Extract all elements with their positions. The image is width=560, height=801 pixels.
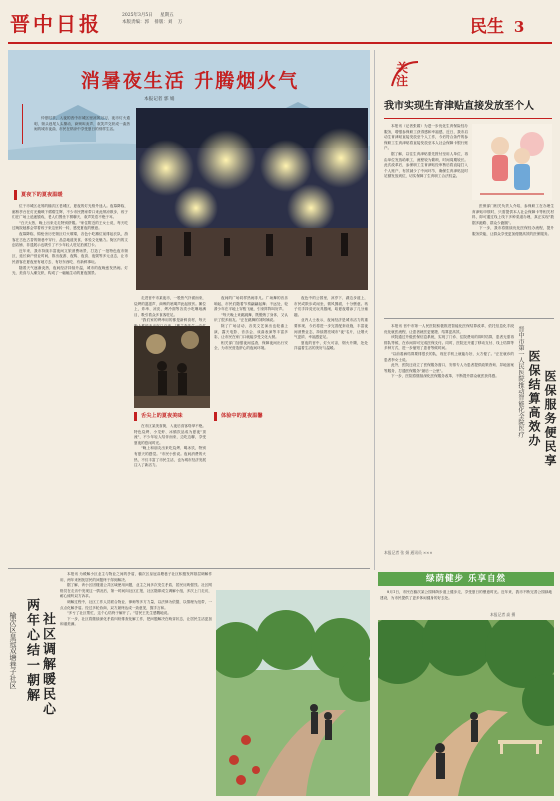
editor-text: 本版责编：郭 — [122, 20, 149, 25]
issue-date — [122, 12, 182, 26]
green-walk-credit: 本报记者 高 摄 — [490, 612, 516, 617]
right-headline: 我市实现生育津贴直接发放至个人 — [384, 101, 534, 112]
newspaper-logo: 晋中日报 — [10, 12, 102, 36]
hospital-byline: 本报记者 张 娟 通讯员 ××× — [384, 550, 433, 555]
hospital-title-1: 医保结算高效办 — [527, 350, 541, 448]
hospital-kicker: 晋中市第一人民医院推动智能化全院医疗 — [517, 326, 524, 438]
masthead-rule — [8, 42, 552, 44]
green-banner-title: 绿荫健步 乐享自然 — [426, 574, 506, 584]
designer-text: 排版：刘 — [154, 20, 173, 25]
bottom-left-article: 本报讯 为缓解小区业主与物业之间的矛盾，榆次区皇冠双塘巷子社区积极发挥基层调解作用，两年来困扰居民的问题终于得到解决。 据了解，该小区因楼道公共区域使用问题，业主之间多次发生矛盾，居民反映强烈。社区网格员在走访中发现这一情况后，第一时间向社区汇报，社区随即成立调解小组，多次上门走访，耐心倾听双方诉求。 调解过程中，社区工作人员联合物业、律师等多方力量，以法律为依据，以情理为纽带，一点点化解矛盾。经过多轮协商，双方最终达成一致意见，握手言和。 "多亏了社区帮忙，这个心结终于解开了。"居民王先生感慨地说。 下一步，社区将继续深化矛盾纠纷排查化解工作，把问题解决在萌芽状态，让居民生活更加和谐美满。 — [60, 572, 212, 627]
feature-intro-text: 仲夏时节，入夜的晋中市城区里凉风习习，夜市灯火通明，街头巷尾人头攒动，商贩叫卖声、欢笑声交织成一曲热闹的城市夜曲，市民在纳凉中享受夏日的别样生活。 — [34, 116, 130, 132]
proof-text: 万 — [177, 20, 183, 25]
section-title — [470, 12, 524, 37]
right-article-col-1: 本报讯（记者张娟）为进一步优化生育保险经办服务，增强参保职工获得感和幸福感，近日，我市启动生育津贴直接发放至个人工作，今后符合条件的参保职工生育津贴将直接发放至本人社会保障卡银行账户。 据了解，以往生育津贴需先拨付至用人单位，再由单位发放给职工，流程较为繁琐，时间周期较长。此次改革后，参保职工生育津贴经审核后将直接打入个人账户，有效减少了中间环节，确保生育津贴及时足额发放到位，切实保障了生育职工合法权益。 — [384, 124, 468, 179]
hospital-title-2: 医保服务便民享 — [543, 370, 557, 468]
right-headline-rule — [384, 118, 552, 119]
bottom-left-title-2: 社区调解暖民心 — [40, 612, 55, 717]
feature-byline: 本报记者 郭 娟 — [144, 97, 175, 102]
page-number: 3 — [513, 18, 525, 36]
subheading-3 — [214, 412, 295, 421]
focus-tag — [388, 56, 424, 92]
hospital-article: 本报讯 晋中市第一人民医院积极推进智能化医保结算改革，依托信息化手段优化就医流程，让患者就医更便捷、结算更高效。 该院通过升级医保信息系统，实现了门诊、住院费用的即时结算，患者无需再排队等候，在诊间即可完成医保支付。同时，医院还开通了移动支付、线上结算等多种方式，进一步缩短了患者等候时间。 "以前看病结算要排很长的队，现在手机上就能办好，太方便了。"正在就诊的患者李女士说。 此外，医院还设立了医保服务窗口，安排专人为患者提供政策咨询、异地备案等服务，打通医保服务"最后一公里"。 下一步，医院将继续深化医保服务改革，不断提升群众就医获得感。 — [384, 324, 514, 379]
feature-column-2: 走进晋中市某夜市，一股热气扑面而来，烧烤的滋滋声、商贩的吆喝声此起彼伏。摊位上，炸串、凉皮、烤冷面等各类小吃琳琅满目，吸引着众多食客驻足。 "我们家的烤串用的都是新鲜食材，每天 — [134, 296, 206, 323]
bottom-left-title-1: 两年心结一朝解 — [24, 598, 39, 703]
right-column-divider — [374, 50, 375, 570]
subheading-1 — [14, 190, 125, 200]
right-article-col-2: 医保部门相关负责人介绍，参保职工在办理生育津贴申领时，只需提供本人社会保障卡等相关材料，即可通过线上线下多种渠道办理，真正实现"数据多跑路、群众少跑腿"。 下一步，我市将继续优化医保经办流程，提升服务效能，让群众享受更加便捷高效的医保服务。 — [472, 204, 554, 236]
feature-column-4: 夜间的广场同样热闹非凡。广场舞的音乐响起，市民们随着节奏翩翩起舞；不远处，轮滑少年在平地上穿梭飞驰，引来阵阵叫好声。 "每天晚上来跳跳舞，既锻炼了身体，又认识了很多朋友。"正在跳舞的刘阿姨说。 除了广场活动，各类文艺演出也轮番上演，露天电影、音乐会、戏曲表演等丰富多彩，让市民在家门口就能享受文化大餐。 相关部门加强夜间巡查，保障夜间出行安全，为市民营造舒心的夜间环境。 — [214, 296, 288, 351]
feature-column-3: 在市区某美食街，入夜后食客络绎不绝。特色烧烤、小龙虾、冰镇饮品成为夏夜"顶流"，不少年轻人结伴而来，边吃边聊，享受夏夜的悠闲时光。 "晚上和朋友出来吃烧烤、喝冰饮，特别有夏天的感觉。"市民小张说。夜间消费的火热，不仅丰富了市民生活，也为城市经济发展注入了新活力。 — [134, 424, 206, 468]
park-walk-photo — [216, 590, 370, 796]
section-divider — [8, 568, 370, 569]
bottom-left-kicker: 榆次区皇冠双塘巷子社区 — [9, 612, 17, 689]
feature-banner-title: 消暑夜生活 升腾烟火气 — [80, 70, 300, 92]
section-name: 民生 — [470, 17, 504, 37]
focus-tag-text: 关注 — [396, 61, 409, 88]
masthead — [0, 0, 560, 46]
green-banner — [378, 572, 554, 586]
green-walk-photo — [378, 620, 554, 796]
night-market-photo — [136, 108, 368, 290]
feature-column-1: 位于市城区北郊的榆次区老城区，夏夜的灯光格外迷人。夜幕降临，廊桥亭台在灯光掩映下熠熠生辉，不少市民携家带口来此纳凉散步，孩子们在广场上追逐嬉戏，老人们围坐下棋聊天，欢声笑语不绝于耳。 "白天太热，晚上出来走走特别舒服。"家住附近的王女士说，每天吃过晚饭她都会带着孩子来这里转一转，感受夏夜的惬意。 夜幕降临，锦纶舍历史街区灯火璀璨，各色小吃摊位前排起长队，游客在古色古香的街巷中穿行，品尝地道美食，体验文化魅力。街区内的文创店铺、非遗展示也吸引了不少年轻人驻足拍照打卡。 近年来，我市持续丰富夜间文旅消费场景，打造了一批特色夜市街区，延长商户营业时间，推出夜游、夜购、夜食、夜娱等多元业态，让市民游客在夏夜里有地方去、有好东西吃、有新鲜事玩。 随着天气逐渐炎热，夜间经济持续升温，城市的夜晚愈发热闹。灯光、美食与人潮交织，构成了一幅幅生动的夏夜图景。 — [12, 204, 128, 276]
family-illustration — [472, 124, 552, 200]
subheading-3-text: 体验中的夏夜温馨 — [221, 413, 263, 419]
weekday-text: 星期五 — [160, 13, 174, 18]
subheading-2-text: 舌尖上的夏夜美味 — [141, 413, 183, 419]
decorative-lantern-icon — [22, 104, 27, 144]
feature-column-5: 夜色中的公园里，凉亭下、湖边步道上，市民或散步或闲坐，微风拂面，十分惬意。孩子们手持荧光玩具嬉闹，给夏夜增添了几分童趣。 业内人士表示，夜间经济是城市活力的重要体现，今后将进一步完善配套设施，丰富夜间消费业态，持续擦亮城市"夜"名片，让烟火气更浓、幸福感更足。 夏夜的晋中，灯火可亲，烟火升腾，处处洋溢着生活的美好与温暖。 — [294, 296, 368, 351]
right-divider-2 — [384, 318, 554, 319]
green-walk-caption: 8月1日，市民在榆次某公园林荫步道上健步走，享受夏日的惬意时光。近年来，我市不断完善公园绿地建设，为市民提供了更多休闲健身的好去处。 — [380, 590, 552, 600]
subheading-1-text: 夏夜下的夏夜温暖 — [21, 192, 63, 198]
date-text: 2025年3月5日 — [122, 13, 153, 18]
dance-photo — [134, 326, 210, 408]
